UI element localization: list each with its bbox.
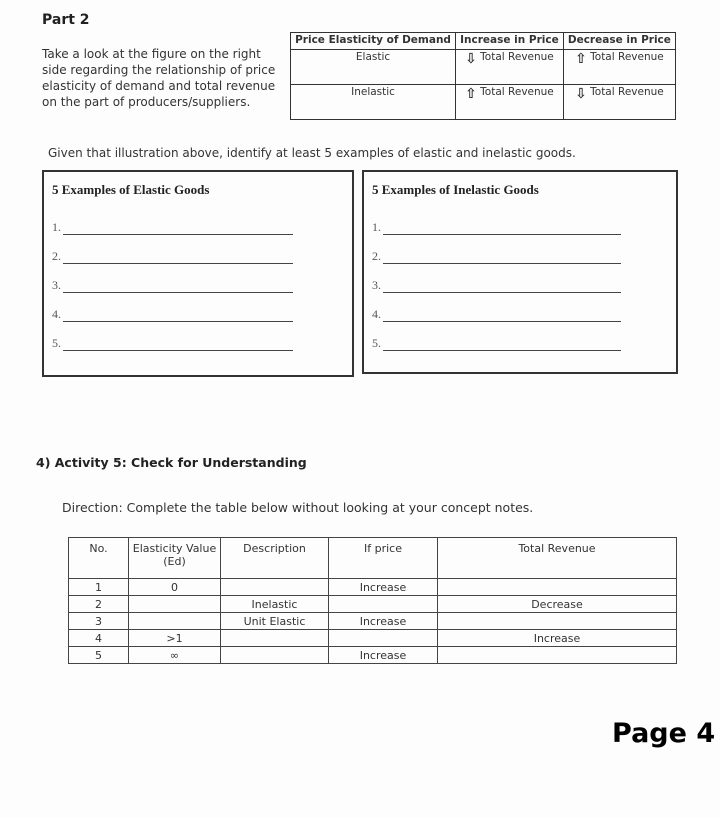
table-cell[interactable] bbox=[438, 647, 677, 664]
cell bbox=[456, 50, 564, 85]
table-cell: Increase bbox=[329, 579, 438, 596]
answer-line[interactable] bbox=[52, 293, 352, 322]
answer-line[interactable] bbox=[52, 235, 352, 264]
table-cell: Unit Elastic bbox=[221, 613, 329, 630]
line-number: 2. bbox=[372, 249, 381, 263]
line-number: 3. bbox=[52, 278, 61, 292]
table-row bbox=[69, 613, 677, 630]
box-title: 5 Examples of Inelastic Goods bbox=[372, 182, 539, 197]
cell bbox=[563, 50, 675, 85]
intro-paragraph: Take a look at the figure on the right side regarding the relationship of price elasticity of demand and total revenue on the part of producers/suppliers. bbox=[42, 47, 276, 109]
table-cell: 0 bbox=[129, 579, 221, 596]
header-cell: If price bbox=[329, 538, 438, 579]
row-label: Inelastic bbox=[291, 85, 456, 120]
header-cell: Price Elasticity of Demand bbox=[291, 33, 456, 50]
table-row bbox=[69, 630, 677, 647]
table-cell: Increase bbox=[438, 630, 677, 647]
table-header-row bbox=[291, 33, 676, 50]
table-row bbox=[291, 85, 676, 120]
inelastic-goods-box bbox=[362, 170, 678, 374]
line-number: 2. bbox=[52, 249, 61, 263]
table-cell: 3 bbox=[69, 613, 129, 630]
answer-line[interactable] bbox=[372, 293, 676, 322]
table-row bbox=[291, 50, 676, 85]
row-label: Elastic bbox=[291, 50, 456, 85]
page-number: Page 4 bbox=[612, 718, 716, 749]
cell-text: Total Revenue bbox=[480, 51, 554, 63]
table-cell: Inelastic bbox=[221, 596, 329, 613]
activity-title: 4) Activity 5: Check for Understanding bbox=[36, 455, 307, 470]
table-cell: >1 bbox=[129, 630, 221, 647]
line-number: 4. bbox=[372, 307, 381, 321]
answer-line[interactable] bbox=[52, 206, 352, 235]
arrow-down-icon: ⇩ bbox=[465, 51, 477, 67]
table-row bbox=[69, 596, 677, 613]
arrow-up-icon: ⇧ bbox=[465, 86, 477, 102]
table-cell[interactable] bbox=[221, 579, 329, 596]
arrow-up-icon: ⇧ bbox=[575, 51, 587, 67]
table-cell: 4 bbox=[69, 630, 129, 647]
box-title: 5 Examples of Elastic Goods bbox=[52, 182, 210, 197]
instruction: Given that illustration above, identify at least 5 examples of elastic and inelastic goods. bbox=[48, 146, 576, 160]
header-cell: Description bbox=[221, 538, 329, 579]
table-cell[interactable] bbox=[129, 596, 221, 613]
answer-line[interactable] bbox=[52, 322, 352, 351]
answer-line[interactable] bbox=[52, 264, 352, 293]
table-cell: ∞ bbox=[129, 647, 221, 664]
cell-text: Total Revenue bbox=[590, 86, 664, 98]
arrow-down-icon: ⇩ bbox=[575, 86, 587, 102]
answer-line[interactable] bbox=[372, 264, 676, 293]
cell-text: Total Revenue bbox=[590, 51, 664, 63]
line-number: 5. bbox=[372, 336, 381, 350]
table-cell[interactable] bbox=[221, 647, 329, 664]
line-number: 4. bbox=[52, 307, 61, 321]
header-cell: No. bbox=[69, 538, 129, 579]
table-cell[interactable] bbox=[129, 613, 221, 630]
table-cell: 1 bbox=[69, 579, 129, 596]
table-header-row bbox=[69, 538, 677, 579]
cell bbox=[563, 85, 675, 120]
table-row bbox=[69, 647, 677, 664]
line-number: 1. bbox=[52, 220, 61, 234]
table-cell[interactable] bbox=[221, 630, 329, 647]
cell-text: Total Revenue bbox=[480, 86, 554, 98]
header-cell: Total Revenue bbox=[438, 538, 677, 579]
direction-text: Direction: Complete the table below without looking at your concept notes. bbox=[62, 500, 534, 515]
table-cell[interactable] bbox=[438, 579, 677, 596]
answer-line[interactable] bbox=[372, 235, 676, 264]
header-cell: Increase in Price bbox=[456, 33, 564, 50]
header-cell: Decrease in Price bbox=[563, 33, 675, 50]
activity-table bbox=[68, 537, 677, 664]
table-cell: Increase bbox=[329, 613, 438, 630]
answer-line[interactable] bbox=[372, 322, 676, 351]
cell bbox=[456, 85, 564, 120]
line-number: 3. bbox=[372, 278, 381, 292]
table-cell: Decrease bbox=[438, 596, 677, 613]
elastic-goods-box bbox=[42, 170, 354, 377]
header-cell: Elasticity Value (Ed) bbox=[129, 538, 221, 579]
table-cell[interactable] bbox=[329, 630, 438, 647]
table-cell: 5 bbox=[69, 647, 129, 664]
table-cell[interactable] bbox=[438, 613, 677, 630]
table-cell: Increase bbox=[329, 647, 438, 664]
table-cell: 2 bbox=[69, 596, 129, 613]
line-number: 5. bbox=[52, 336, 61, 350]
part-title: Part 2 bbox=[42, 12, 90, 28]
price-elasticity-table bbox=[290, 32, 676, 120]
table-cell[interactable] bbox=[329, 596, 438, 613]
table-row bbox=[69, 579, 677, 596]
answer-line[interactable] bbox=[372, 206, 676, 235]
line-number: 1. bbox=[372, 220, 381, 234]
